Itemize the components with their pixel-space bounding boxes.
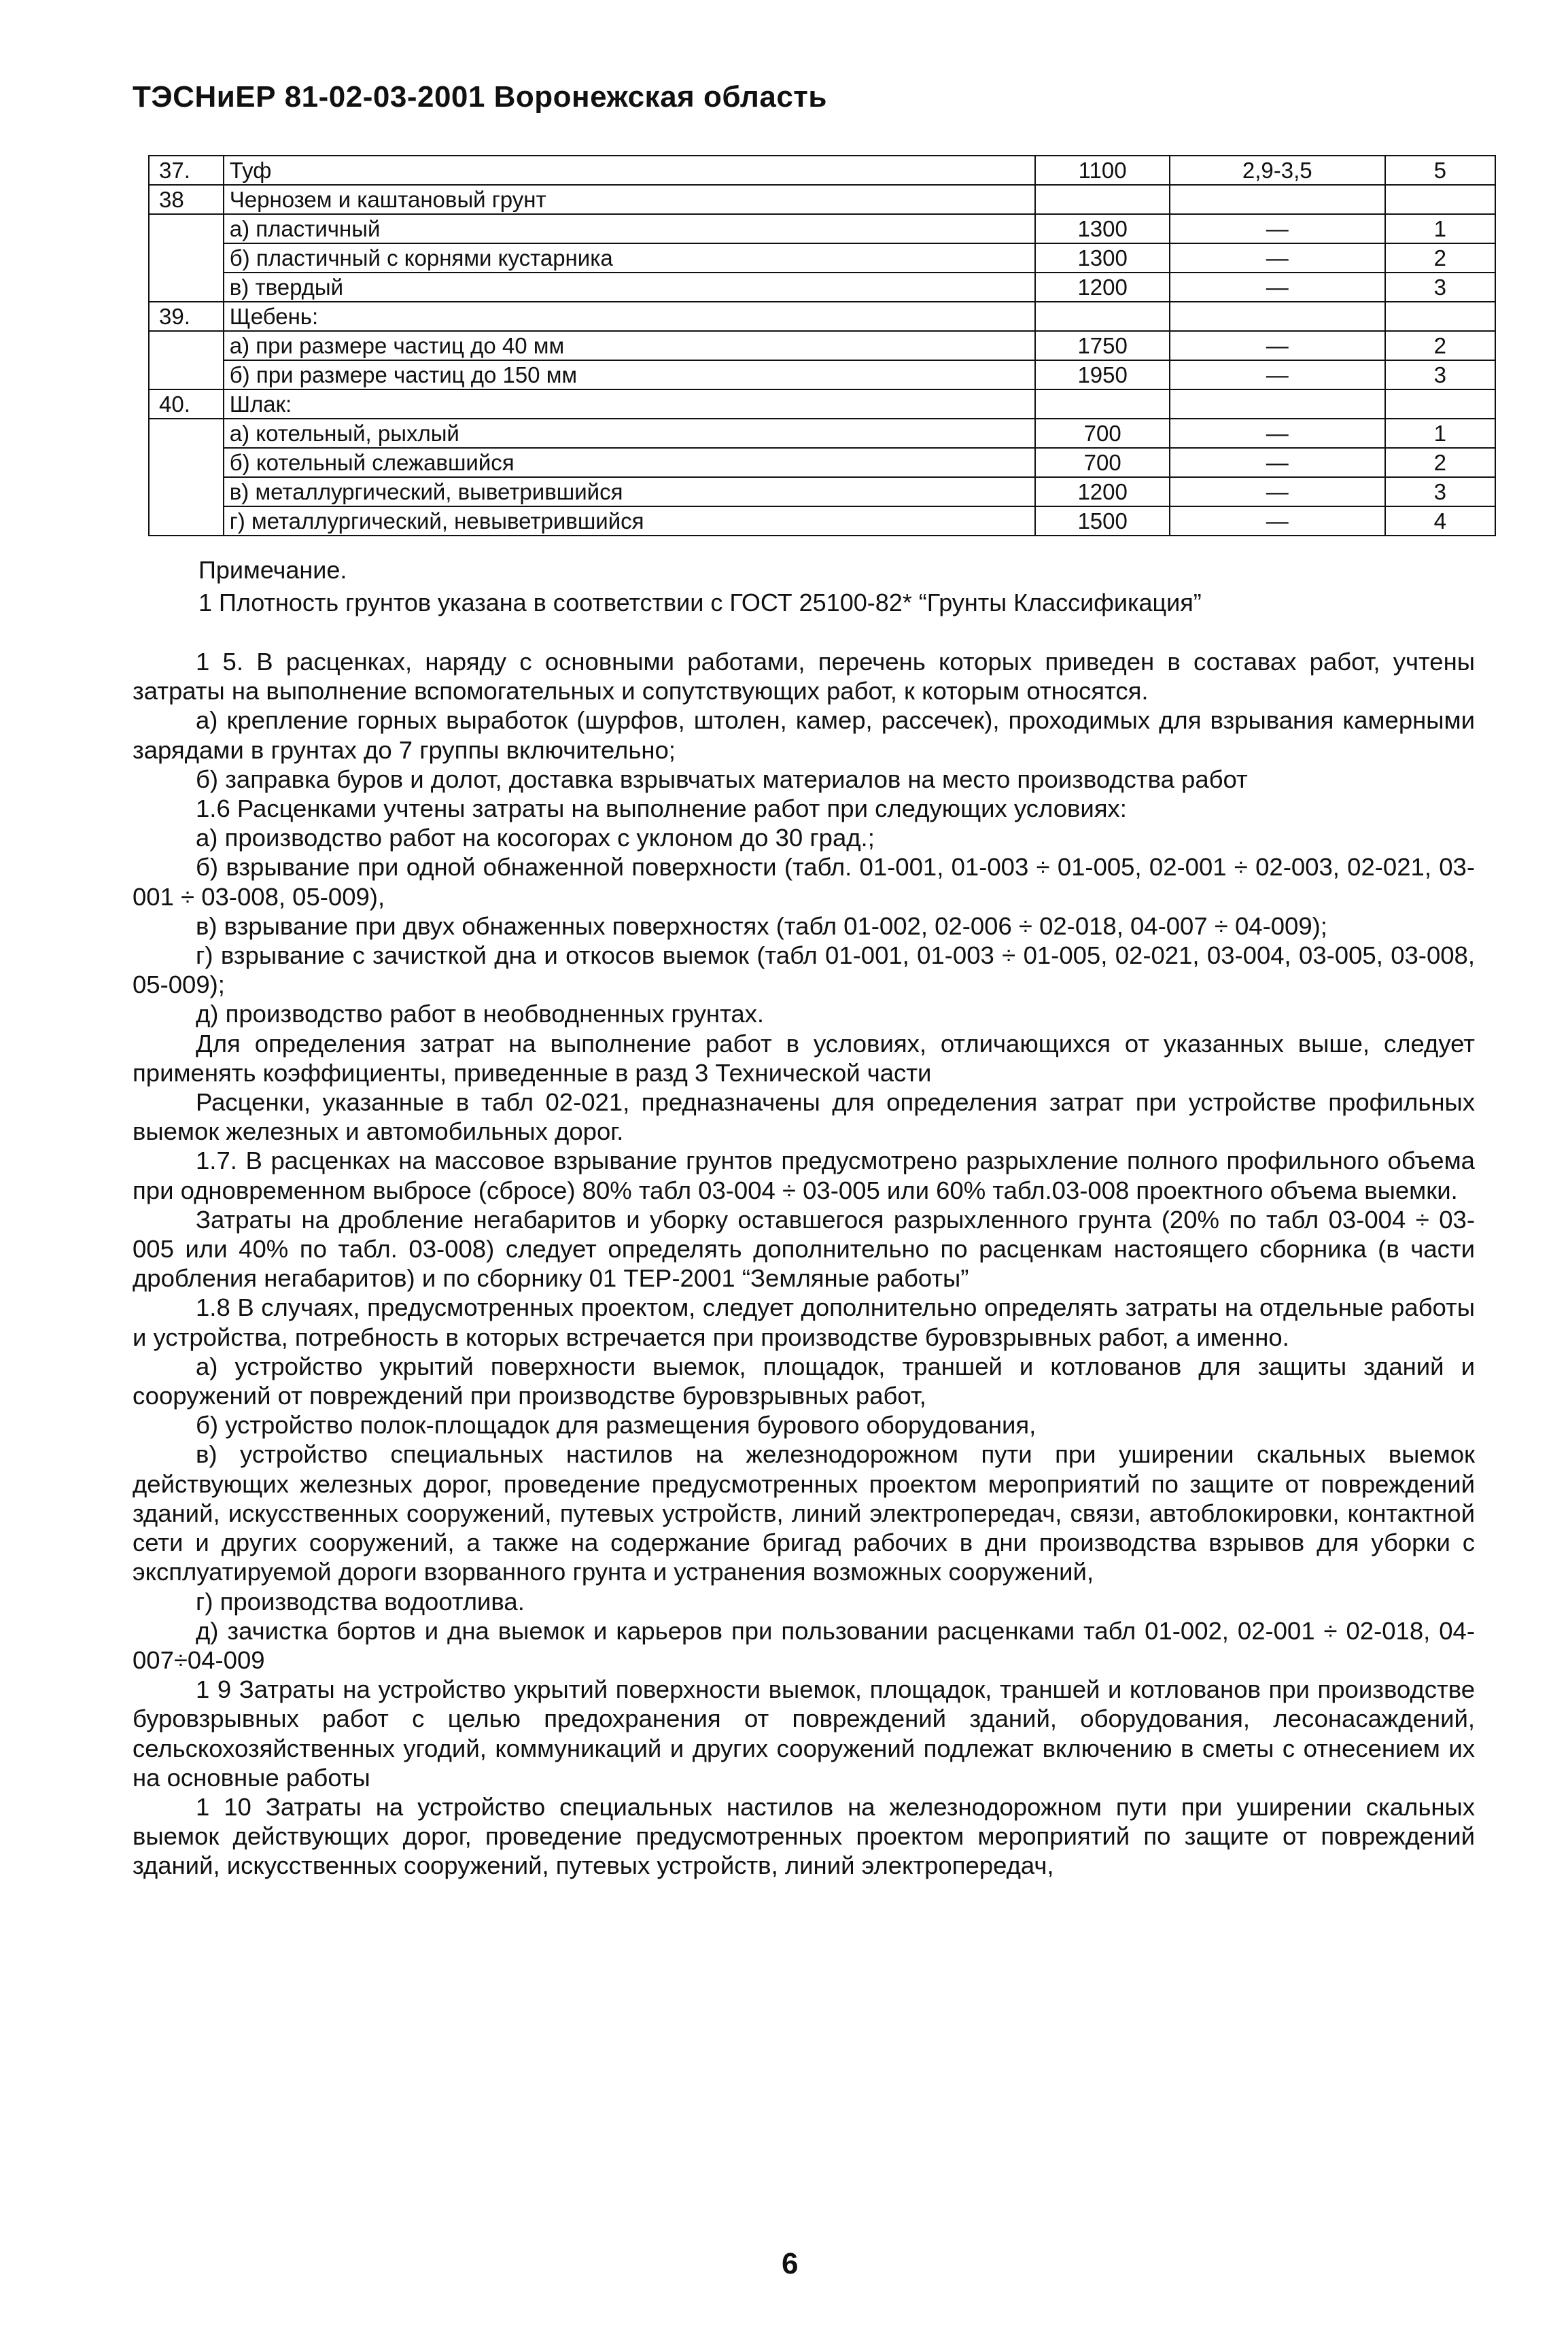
soil-name: а) котельный, рыхлый [224, 419, 1036, 448]
paragraph: 1 9 Затраты на устройство укрытий поверхности выемок, площадок, траншей и котлованов при производстве буровзрывных работ с целью предохранения от повреждений зданий, оборудования, лесонасаждений, сельскохозяйственных угодий, коммуникаций и других сооружений подлежат включению в сметы с отнесением их на основные работы [133, 1675, 1475, 1792]
paragraph: в) устройство специальных настилов на железнодорожном пути при уширении скальных выемок действующих железных дорог, проведение предусмотренных проектом мероприятий по защите от повреждений зданий, искусственных сооружений, путевых устройств, линий электропередач, связи, автоблокировки, контактной сети и других сооружений, а также на содержание бригад рабочих в дни производства взрывов для уборки с эксплуатируемой дороги взорванного грунта и устранения возможных сооружений, [133, 1440, 1475, 1586]
paragraph: б) устройство полок-площадок для размещения бурового оборудования, [196, 1411, 1036, 1440]
coefficient-value [1170, 185, 1385, 214]
row-number [149, 273, 224, 302]
group-value: 3 [1385, 273, 1495, 302]
note-text: 1 Плотность грунтов указана в соответствии с ГОСТ 25100-82* “Грунты Классификация” [198, 589, 1202, 616]
row-number [149, 419, 224, 448]
paragraph: 1.8 В случаях, предусмотренных проектом, следует дополнительно определять затраты на отдельные работы и устройства, потребность в которых встречается при производстве буровзрывных работ, а именно. [133, 1293, 1475, 1351]
paragraph: 1 10 Затраты на устройство специальных настилов на железнодорожном пути при уширении скальных выемок действующих дорог, проведение предусмотренных проектом мероприятий по защите от повреждений зданий, искусственных сооружений, путевых устройств, линий электропередач, [133, 1792, 1475, 1880]
coefficient-value: — [1170, 273, 1385, 302]
paragraph: б) заправка буров и долот, доставка взрывчатых материалов на место производства работ [196, 765, 1248, 793]
soil-density-table [148, 155, 1496, 536]
group-value: 1 [1385, 419, 1495, 448]
paragraph: а) производство работ на косогорах с уклоном до 30 град.; [196, 824, 875, 852]
paragraph: а) устройство укрытий поверхности выемок, площадок, траншей и котлованов для защиты зданий и сооружений от повреждений при производстве буровзрывных работ, [133, 1352, 1475, 1410]
row-number: 39. [149, 302, 224, 331]
paragraph: 1.6 Расценками учтены затраты на выполнение работ при следующих условиях: [196, 795, 1127, 823]
density-value: 1300 [1035, 243, 1169, 273]
soil-name: Чернозем и каштановый грунт [224, 185, 1036, 214]
table-row [149, 419, 1495, 448]
soil-name: а) пластичный [224, 214, 1036, 243]
density-value [1035, 185, 1169, 214]
table-row [149, 389, 1495, 419]
paragraph: 1 5. В расценках, наряду с основными работами, перечень которых приведен в составах работ, учтены затраты на выполнение вспомогательных и сопутствующих работ, к которым относятся. [133, 648, 1475, 706]
density-value: 700 [1035, 448, 1169, 477]
row-number [149, 214, 224, 243]
table-row [149, 185, 1495, 214]
table-row [149, 214, 1495, 243]
density-value: 1950 [1035, 360, 1169, 389]
group-value [1385, 389, 1495, 419]
paragraph: д) зачистка бортов и дна выемок и карьеров при пользовании расценками табл 01-002, 02-001 ÷ 02-018, 04-007÷04-009 [133, 1616, 1475, 1674]
density-value: 1100 [1035, 156, 1169, 185]
coefficient-value [1170, 389, 1385, 419]
soil-name: б) при размере частиц до 150 мм [224, 360, 1036, 389]
density-value: 700 [1035, 419, 1169, 448]
paragraph: Расценки, указанные в табл 02-021, предназначены для определения затрат при устройстве профильных выемок железных и автомобильных дорог. [133, 1088, 1475, 1146]
table-row [149, 331, 1495, 360]
soil-name: б) пластичный с корнями кустарника [224, 243, 1036, 273]
page-number: 6 [782, 2247, 799, 2280]
coefficient-value: — [1170, 506, 1385, 536]
row-number [149, 360, 224, 389]
soil-name: в) металлургический, выветрившийся [224, 477, 1036, 506]
paragraph: г) взрывание с зачисткой дна и откосов выемок (табл 01-001, 01-003 ÷ 01-005, 02-021, 03-004, 03-005, 03-008, 05-009); [133, 941, 1475, 999]
soil-name: Шлак: [224, 389, 1036, 419]
coefficient-value: — [1170, 331, 1385, 360]
coefficient-value: — [1170, 360, 1385, 389]
coefficient-value: 2,9-3,5 [1170, 156, 1385, 185]
coefficient-value: — [1170, 214, 1385, 243]
row-number [149, 331, 224, 360]
group-value: 1 [1385, 214, 1495, 243]
paragraph: б) взрывание при одной обнаженной поверхности (табл. 01-001, 01-003 ÷ 01-005, 02-001 ÷ 02-003, 02-021, 03-001 ÷ 03-008, 05-009), [133, 853, 1475, 911]
density-value: 1500 [1035, 506, 1169, 536]
coefficient-value: — [1170, 243, 1385, 273]
group-value: 2 [1385, 448, 1495, 477]
group-value: 3 [1385, 477, 1495, 506]
group-value: 3 [1385, 360, 1495, 389]
group-value [1385, 185, 1495, 214]
page-header: ТЭСНиЕР 81-02-03-2001 Воронежская область [133, 80, 827, 114]
density-value [1035, 389, 1169, 419]
soil-name: в) твердый [224, 273, 1036, 302]
coefficient-value: — [1170, 419, 1385, 448]
row-number [149, 477, 224, 506]
table-row [149, 302, 1495, 331]
paragraph: в) взрывание при двух обнаженных поверхностях (табл 01-002, 02-006 ÷ 02-018, 04-007 ÷ 04-009); [196, 911, 1327, 940]
group-value: 2 [1385, 243, 1495, 273]
row-number [149, 506, 224, 536]
table-row [149, 243, 1495, 273]
paragraph: г) производства водоотлива. [196, 1587, 525, 1616]
note-heading: Примечание. [198, 556, 347, 584]
group-value: 4 [1385, 506, 1495, 536]
row-number: 40. [149, 389, 224, 419]
table-row [149, 273, 1495, 302]
soil-name: а) при размере частиц до 40 мм [224, 331, 1036, 360]
density-value: 1200 [1035, 273, 1169, 302]
group-value: 2 [1385, 331, 1495, 360]
density-value: 1750 [1035, 331, 1169, 360]
table-row [149, 506, 1495, 536]
density-value: 1300 [1035, 214, 1169, 243]
paragraph: а) крепление горных выработок (шурфов, штолен, камер, рассечек), проходимых для взрывания камерными зарядами в грунтах до 7 группы включительно; [133, 706, 1475, 764]
row-number [149, 448, 224, 477]
row-number: 37. [149, 156, 224, 185]
density-value [1035, 302, 1169, 331]
table-row [149, 477, 1495, 506]
paragraph: Затраты на дробление негабаритов и уборку оставшегося разрыхленного грунта (20% по табл 03-004 ÷ 03-005 или 40% по табл. 03-008) следует определять дополнительно по расценкам настоящего сборника (в части дробления негабаритов) и по сборнику 01 ТЕР-2001 “Земляные работы” [133, 1205, 1475, 1293]
row-number: 38 [149, 185, 224, 214]
table-row [149, 360, 1495, 389]
row-number [149, 243, 224, 273]
group-value: 5 [1385, 156, 1495, 185]
paragraph: Для определения затрат на выполнение работ в условиях, отличающихся от указанных выше, следует применять коэффициенты, приведенные в разд 3 Технической части [133, 1029, 1475, 1087]
density-value: 1200 [1035, 477, 1169, 506]
coefficient-value: — [1170, 477, 1385, 506]
soil-name: г) металлургический, невыветрившийся [224, 506, 1036, 536]
paragraph: 1.7. В расценках на массовое взрывание грунтов предусмотрено разрыхление полного профильного объема при одновременном выбросе (сбросе) 80% табл 03-004 ÷ 03-005 или 60% табл.03-008 проектного объема выемки. [133, 1147, 1475, 1204]
soil-name: Туф [224, 156, 1036, 185]
soil-name: Щебень: [224, 302, 1036, 331]
body-text [133, 647, 1475, 1881]
coefficient-value [1170, 302, 1385, 331]
paragraph: д) производство работ в необводненных грунтах. [196, 1000, 765, 1028]
group-value [1385, 302, 1495, 331]
table-row [149, 448, 1495, 477]
table-row [149, 156, 1495, 185]
soil-name: б) котельный слежавшийся [224, 448, 1036, 477]
coefficient-value: — [1170, 448, 1385, 477]
